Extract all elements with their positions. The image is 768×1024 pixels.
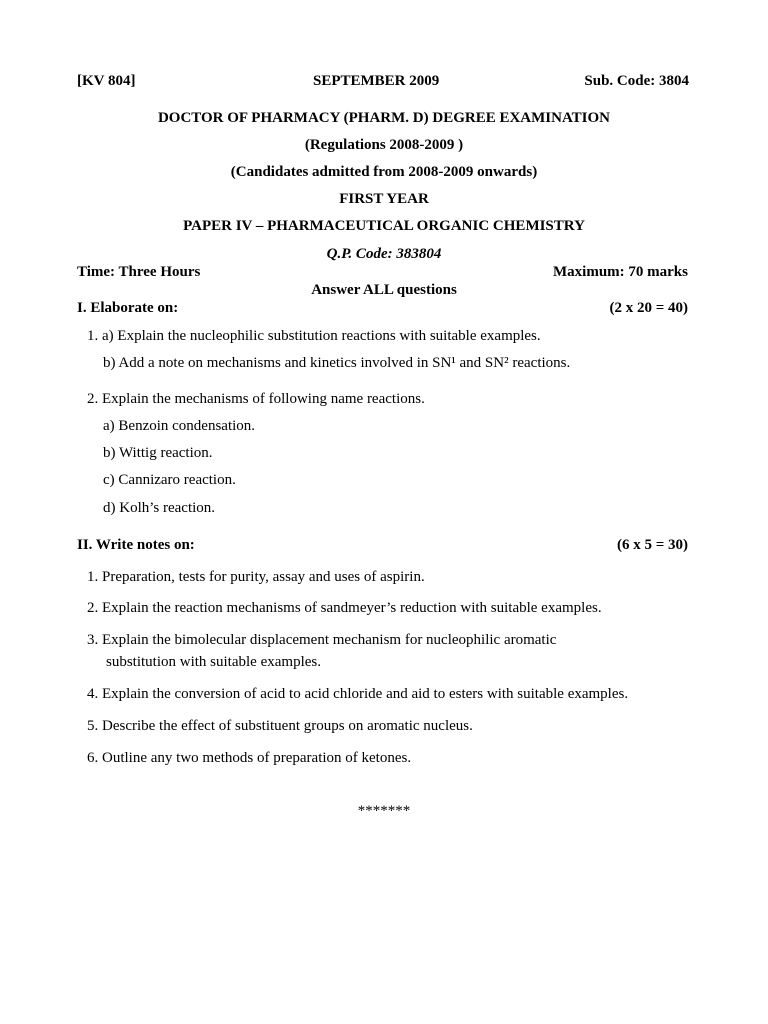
instruction: Answer ALL questions (311, 282, 457, 298)
qp-code: Q.P. Code: 383804 (326, 246, 442, 262)
max-marks: Maximum: 70 marks (553, 264, 688, 280)
section2-marks: (6 x 5 = 30) (616, 537, 688, 553)
section1-q2c: c) Cannizaro reaction. (103, 472, 236, 488)
section2-q4: 4. Explain the conversion of acid to acid chloride and aid to esters with suitable examples. (87, 686, 629, 702)
kv-code: [KV 804] (77, 73, 136, 89)
section2-q6: 6. Outline any two methods of preparation of ketones. (87, 750, 412, 766)
section2-heading: II. Write notes on: (77, 537, 195, 553)
paper-title: PAPER IV – PHARMACEUTICAL ORGANIC CHEMISTRY (183, 218, 585, 234)
exam-month: SEPTEMBER 2009 (313, 73, 440, 89)
section2-q1: 1. Preparation, tests for purity, assay and uses of aspirin. (87, 569, 425, 585)
section1-marks: (2 x 20 = 40) (609, 300, 688, 316)
section1-q2a: a) Benzoin condensation. (103, 418, 256, 434)
section2-q3-line2: substitution with suitable examples. (106, 654, 321, 670)
sub-code: Sub. Code: 3804 (584, 73, 689, 89)
year-title: FIRST YEAR (339, 191, 429, 207)
section1-q1a: 1. a) Explain the nucleophilic substitution reactions with suitable examples. (87, 328, 541, 344)
section1-q1b: b) Add a note on mechanisms and kinetics involved in SN¹ and SN² reactions. (103, 355, 571, 371)
section1-heading: I. Elaborate on: (77, 300, 179, 316)
candidates: (Candidates admitted from 2008-2009 onwards) (230, 164, 538, 180)
section1-q2d: d) Kolh’s reaction. (103, 500, 216, 516)
regulations: (Regulations 2008-2009 ) (304, 137, 464, 153)
degree-title: DOCTOR OF PHARMACY (PHARM. D) DEGREE EXAMINATION (157, 110, 611, 126)
section1-q2b: b) Wittig reaction. (103, 445, 213, 461)
section2-q5: 5. Describe the effect of substituent groups on aromatic nucleus. (87, 718, 473, 734)
section2-q2: 2. Explain the reaction mechanisms of sandmeyer’s reduction with suitable examples. (87, 600, 602, 616)
end-stars: ******* (357, 803, 411, 819)
time-label: Time: Three Hours (77, 264, 201, 280)
section2-q3-line1: 3. Explain the bimolecular displacement mechanism for nucleophilic aromatic (87, 632, 557, 648)
section1-q2: 2. Explain the mechanisms of following name reactions. (87, 391, 425, 407)
